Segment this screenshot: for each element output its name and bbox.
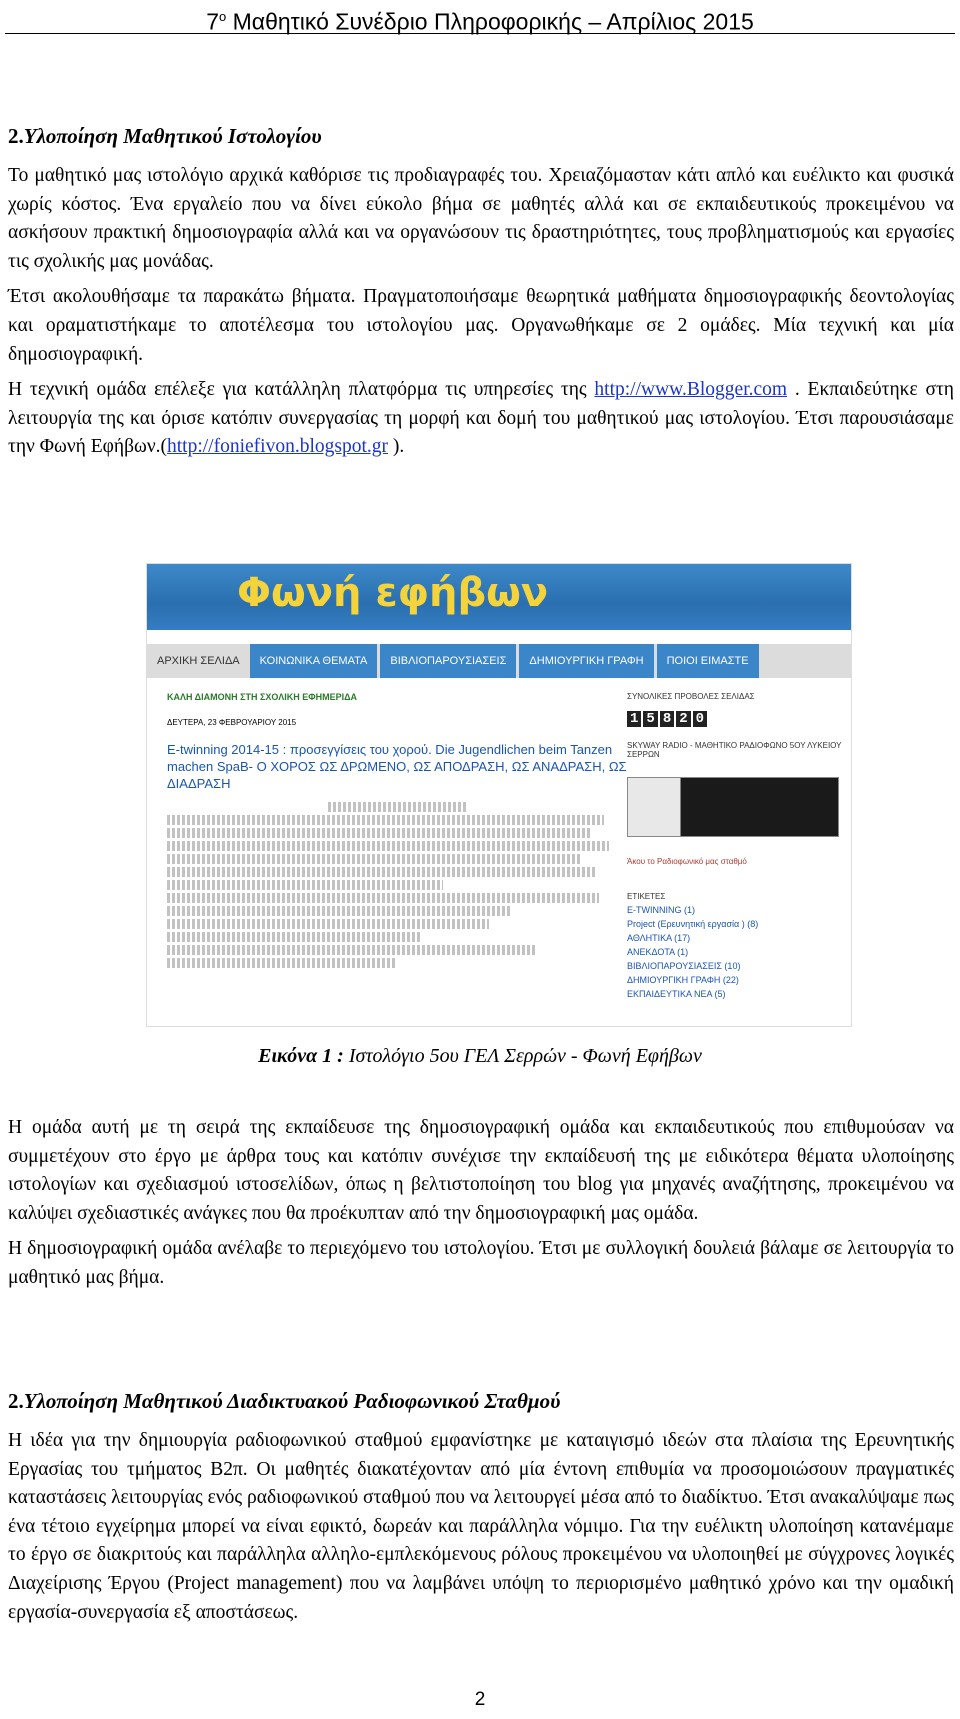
view-counter: 1 5 8 2 0 [627,711,851,727]
post-date: ΔΕΥΤΕΡΑ, 23 ΦΕΒΡΟΥΑΡΙΟΥ 2015 [167,718,297,727]
running-header: $7^o$ Μαθητικό Συνέδριο Πληροφορικής – Απρίλιος 2015 [206,8,754,35]
radio-player[interactable] [627,777,839,837]
labels-heading: ΕΤΙΚΕΤΕΣ [627,892,666,901]
paragraph: Η τεχνική ομάδα επέλεξε για κατάλληλη πλατφόρμα τις υπηρεσίες της http://www.Blogger.com . Εκπαιδεύτηκε στη λειτουργία της και όρισε κατόπιν συνεργασίας τη μορφή και δομή του μαθητικού μας ιστολογίου. Έτσι παρουσιάσαμε την Φωνή Εφήβων.(http://foniefivon.blogspot.gr ). [8,379,954,458]
views-heading: ΣΥΝΟΛΙΚΕΣ ΠΡΟΒΟΛΕΣ ΣΕΛΙΔΑΣ [627,692,755,701]
nav-item[interactable]: ΔΗΜΙΟΥΡΓΙΚΗ ΓΡΑΦΗ [519,644,653,678]
paragraph: Η ομάδα αυτή με τη σειρά της εκπαίδευσε της δημοσιογραφική ομάδα και εκπαιδευτικούς που επιθυμούσαν να συμμετέχουν στο έργο με άρθρα τους και κατόπιν συνέχισε την εκπαίδευσή της με ειδικότερα θέματα υλοποίησης ιστολογίων και σχεδιασμού ιστοσελίδων, όπως η βελτιστοποίηση του blog για μηχανές αναζήτησης, προκειμένου να καλύψει σχεδιαστικές ανάγκες που θα προέκυπταν από την δημοσιογραφική μας ομάδα. [8,1117,954,1224]
label-item[interactable]: E-TWINNING (1) [627,905,695,915]
label-item[interactable]: ΑΘΛΗΤΙΚΑ (17) [627,933,691,943]
blog-title: Φωνή εφήβων [237,570,549,616]
nav-item[interactable]: ΠΟΙΟΙ ΕΙΜΑΣΤΕ [657,644,759,678]
blog-sidebar [627,692,851,999]
section-blog [8,122,954,462]
nav-item[interactable]: ΑΡΧΙΚΗ ΣΕΛΙΔΑ [157,655,240,667]
page-number: 2 [474,1689,486,1710]
blogger-link[interactable]: http://www.Blogger.com [594,379,788,401]
post-body [167,802,627,968]
post-title[interactable]: E-twinning 2014-15 : προσεγγίσεις του χορού. Die Jugendlichen beim Tanzen machen SpaB- Ο ΧΟΡΟΣ ΩΣ ΔΡΩΜΕΝΟ, ΩΣ ΑΠΟΔΡΑΣΗ, ΩΣ ΑΝΑΔΡΑΣΗ, ΩΣ ΔΙΑΔΡΑΣΗ [167,742,627,791]
labels-list [627,905,851,999]
figure-caption: Εικόνα 1 : Ιστολόγιο 5ου ΓΕΛ Σερρών - Φωνή Εφήβων [258,1045,702,1067]
paragraph: Το μαθητικό μας ιστολόγιο αρχικά καθόρισε τις προδιαγραφές του. Χρειαζόμασταν κάτι απλό και ευέλικτο και φυσικά χωρίς κόστος. Ένα εργαλείο που να δίνει εύκολο βήμα σε μαθητές αλλά και σε εκπαιδευτικούς προκειμένου να ασκήσουν πρακτική δημοσιογραφία αλλά και να οργανώσουν τις δραστηριότητες, τους προβληματισμούς και εργασίες τις σχολικής μας μονάδας. [8,165,954,272]
blog-screenshot [146,563,852,1027]
section-title: 2.Υλοποίηση Μαθητικού Διαδικτυακού Ραδιοφωνικού Σταθμού [8,1389,561,1413]
section-radio [8,1387,954,1627]
blog-main [167,692,627,968]
label-item[interactable]: ΒΙΒΛΙΟΠΑΡΟΥΣΙΑΣΕΙΣ (10) [627,961,741,971]
radio-heading: SKYWAY RADIO - ΜΑΘΗΤΙΚΟ ΡΑΔΙΟΦΩΝΟ 5ΟΥ ΛΥΚΕΙΟΥ ΣΕΡΡΩΝ [627,741,842,759]
radio-link[interactable]: Άκου το Ραδιοφωνικό μας σταθμό [627,857,747,866]
label-item[interactable]: ΑΝΕΚΔΟΤΑ (1) [627,947,689,957]
label-item[interactable]: ΕΚΠΑΙΔΕΥΤΙΚΑ ΝΕΑ (5) [627,989,726,999]
header-rule [5,33,955,34]
blog-banner [147,564,851,630]
welcome-text: ΚΑΛΗ ΔΙΑΜΟΝΗ ΣΤΗ ΣΧΟΛΙΚΗ ΕΦΗΜΕΡΙΔΑ [167,692,358,702]
nav-item[interactable]: ΒΙΒΛΙΟΠΑΡΟΥΣΙΑΣΕΙΣ [380,644,516,678]
label-item[interactable]: ΔΗΜΙΟΥΡΓΙΚΗ ΓΡΑΦΗ (22) [627,975,739,985]
nav-item[interactable]: ΚΟΙΝΩΝΙΚΑ ΘΕΜΑΤΑ [250,644,378,678]
label-item[interactable]: Project (Ερευνητική εργασία ) (8) [627,919,759,929]
section-blog-continued [8,1114,954,1293]
blog-link[interactable]: http://foniefivon.blogspot.gr [167,436,388,458]
paragraph: Η ιδέα για την δημιουργία ραδιοφωνικού σταθμού εμφανίστηκε με καταιγισμό ιδεών στα πλαίσια της Ερευνητικής Εργασίας του τμήματος Β2π. Οι μαθητές διακατέχονταν από μία έντονη επιθυμία να προσομοιώσουν πραγματικές καταστάσεις λειτουργίας ενός ραδιοφωνικού σταθμού που να λειτουργεί μέσα από το διαδίκτυο. Έτσι ανακαλύψαμε πως ένα τέτοιο εγχείρημα μπορεί να είναι εφικτό, δωρεάν και παράλληλα νόμιμο. Για την ευέλικτη υλοποίηση κατανέμαμε το έργο σε διακριτούς και παράλληλα αλληλο-εμπλεκόμενους ρόλους προκειμένου να υλοποιηθεί με σύγχρονες λογικές Διαχείρισης Έργου (Project management) που να λαμβάνει υπόψη το περιορισμένο μαθητικό χρόνο και την ομαδική εργασία-συνεργασία εξ αποστάσεως. [8,1430,954,1623]
paragraph: Έτσι ακολουθήσαμε τα παρακάτω βήματα. Πραγματοποιήσαμε θεωρητικά μαθήματα δημοσιογραφικής δεοντολογίας και οραματιστήκαμε το αποτέλεσμα του ιστολογίου μας. Οργανωθήκαμε σε 2 ομάδες. Μία τεχνική και μία δημοσιογραφική. [8,286,954,365]
blog-nav [147,644,851,678]
section-title: 2.Υλοποίηση Μαθητικού Ιστολογίου [8,124,322,148]
paragraph: Η δημοσιογραφική ομάδα ανέλαβε το περιεχόμενο του ιστολογίου. Έτσι με συλλογική δουλειά βάλαμε σε λειτουργία το μαθητικό μας βήμα. [8,1238,954,1288]
